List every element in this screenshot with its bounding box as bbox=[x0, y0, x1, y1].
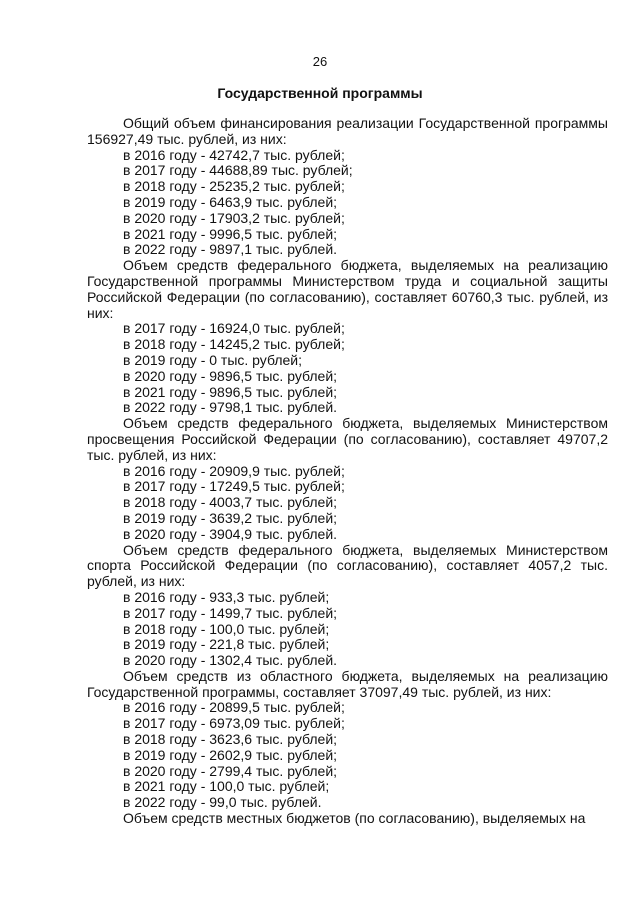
list-item: в 2020 году - 1302,4 тыс. рублей. bbox=[123, 652, 338, 669]
list-item: в 2016 году - 933,3 тыс. рублей; bbox=[123, 588, 330, 605]
list-item: в 2021 году - 9896,5 тыс. рублей; bbox=[123, 383, 338, 400]
list-item: в 2019 году - 0 тыс. рублей; bbox=[123, 351, 303, 368]
funding-paragraph-regional-budget: Объем средств из областного бюджета, выделяемых на реализацию Государственной программы, составляет 37097,49 тыс. рублей, из них: bbox=[87, 667, 608, 700]
list-item: в 2020 году - 3904,9 тыс. рублей. bbox=[123, 525, 338, 542]
funding-paragraph-labor-ministry: Объем средств федерального бюджета, выделяемых на реализацию Государственной программы Министерством труда и социальной защиты Российской Федерации (по согласованию), составляет 60760,3 тыс. рублей, из них: bbox=[87, 257, 608, 321]
list-item: в 2018 году - 25235,2 тыс. рублей; bbox=[123, 178, 345, 195]
list-item: в 2021 году - 100,0 тыс. рублей; bbox=[123, 778, 330, 795]
list-item: в 2022 году - 99,0 тыс. рублей. bbox=[123, 794, 322, 811]
list-item: в 2020 году - 2799,4 тыс. рублей; bbox=[123, 762, 338, 779]
funding-paragraph-sport-ministry: Объем средств федерального бюджета, выделяемых Министерством спорта Российской Федерации (по согласованию), составляет 4057,2 тыс. рублей, из них: bbox=[87, 541, 608, 590]
list-item: в 2019 году - 2602,9 тыс. рублей; bbox=[123, 746, 338, 763]
document-body bbox=[87, 116, 608, 827]
page-number: 26 bbox=[312, 54, 328, 69]
list-item: в 2019 году - 3639,2 тыс. рублей; bbox=[123, 509, 338, 526]
page-title: Государственной программы bbox=[217, 85, 423, 101]
list-item: в 2021 году - 9996,5 тыс. рублей; bbox=[123, 225, 338, 242]
list-item: в 2017 году - 44688,89 тыс. рублей; bbox=[123, 162, 353, 179]
list-item: в 2019 году - 6463,9 тыс. рублей; bbox=[123, 193, 338, 210]
list-item: в 2019 году - 221,8 тыс. рублей; bbox=[123, 636, 330, 653]
list-item: в 2018 году - 100,0 тыс. рублей; bbox=[123, 620, 330, 637]
list-item: в 2016 году - 20899,5 тыс. рублей; bbox=[123, 699, 345, 716]
list-item: в 2018 году - 4003,7 тыс. рублей; bbox=[123, 494, 338, 511]
list-item: в 2020 году - 9896,5 тыс. рублей; bbox=[123, 367, 338, 384]
funding-paragraph-total: Общий объем финансирования реализации Государственной программы 156927,49 тыс. рублей, из них: bbox=[87, 115, 608, 147]
list-item: в 2018 году - 3623,6 тыс. рублей; bbox=[123, 731, 338, 748]
list-item: в 2022 году - 9798,1 тыс. рублей. bbox=[123, 399, 338, 416]
list-item: в 2017 году - 16924,0 тыс. рублей; bbox=[123, 320, 345, 337]
funding-paragraph-education-ministry: Объем средств федерального бюджета, выделяемых Министерством просвещения Российской Федерации (по согласованию), составляет 49707,2 тыс. рублей, из них: bbox=[87, 415, 608, 463]
list-item: в 2016 году - 42742,7 тыс. рублей; bbox=[123, 146, 345, 163]
list-item: в 2018 году - 14245,2 тыс. рублей; bbox=[123, 336, 345, 353]
funding-paragraph-local-budgets: Объем средств местных бюджетов (по согласованию), выделяемых на bbox=[123, 810, 586, 827]
list-item: в 2017 году - 6973,09 тыс. рублей; bbox=[123, 715, 345, 732]
list-item: в 2020 году - 17903,2 тыс. рублей; bbox=[123, 209, 345, 226]
list-item: в 2016 году - 20909,9 тыс. рублей; bbox=[123, 462, 345, 479]
list-item: в 2022 году - 9897,1 тыс. рублей. bbox=[123, 241, 338, 258]
list-item: в 2017 году - 17249,5 тыс. рублей; bbox=[123, 478, 345, 495]
list-item: в 2017 году - 1499,7 тыс. рублей; bbox=[123, 604, 338, 621]
